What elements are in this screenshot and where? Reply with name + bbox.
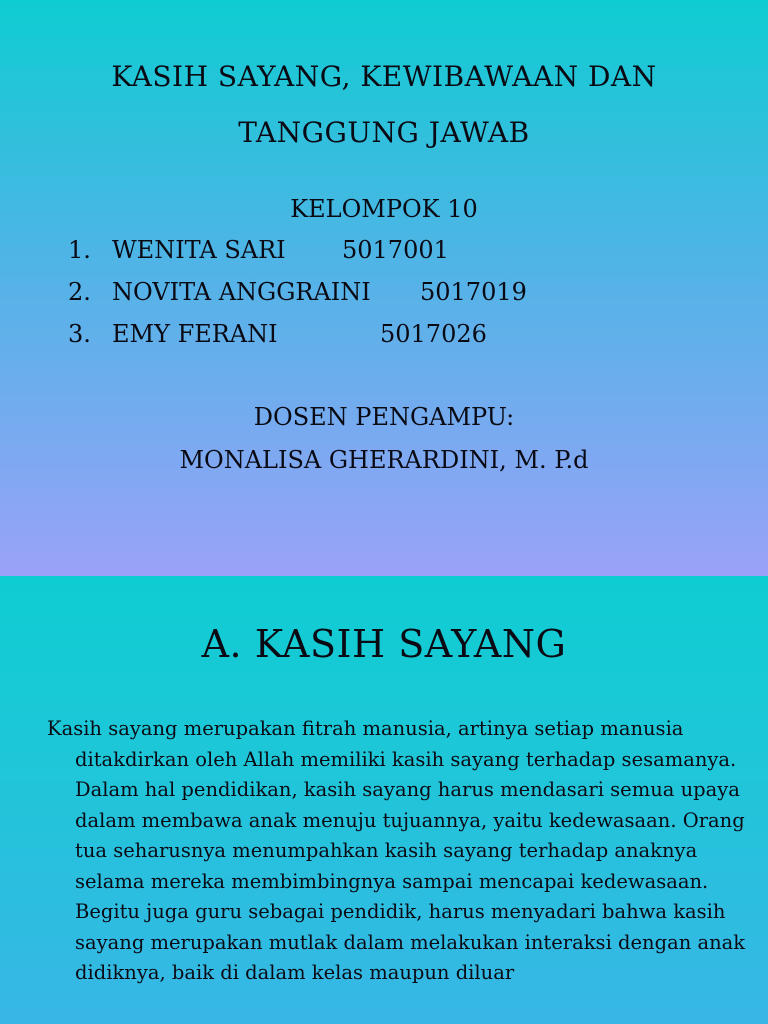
group-heading: KELOMPOK 10 xyxy=(290,195,478,223)
member-item xyxy=(68,278,527,306)
member-name: WENITA SARI xyxy=(112,236,286,264)
lecturer-heading: DOSEN PENGAMPU: xyxy=(253,403,515,431)
member-nim: 5017026 xyxy=(380,320,487,348)
section-heading: A. KASIH SAYANG xyxy=(201,622,567,666)
slide-title-line-2: TANGGUNG JAWAB xyxy=(238,116,530,149)
lecturer-name: MONALISA GHERARDINI, M. P.d xyxy=(179,446,589,474)
member-item xyxy=(68,236,449,264)
member-name: EMY FERANI xyxy=(112,320,278,348)
section-paragraph: Kasih sayang merupakan fitrah manusia, artinya setiap manusia ditakdirkan oleh Allah memiliki kasih sayang terhadap sesamanya. Dalam hal pendidikan, kasih sayang harus mendasari semua upaya dalam membawa anak menuju tujuannya, yaitu kedewasaan. Orang tua seharusnya menumpahkan kasih sayang terhadap anaknya selama mereka membimbingnya sampai mencapai kedewasaan. Begitu juga guru sebagai pendidik, harus menyadari bahwa kasih sayang merupakan mutlak dalam melakukan interaksi dengan anak didiknya, baik di dalam kelas maupun diluar xyxy=(47,717,746,984)
member-nim: 5017019 xyxy=(420,278,527,306)
member-item xyxy=(68,320,487,348)
member-number: 2. xyxy=(68,278,91,306)
member-number: 3. xyxy=(68,320,91,348)
member-name: NOVITA ANGGRAINI xyxy=(112,278,371,306)
content-slide xyxy=(0,576,768,1024)
member-number: 1. xyxy=(68,236,91,264)
slide-title-line-1: KASIH SAYANG, KEWIBAWAAN DAN xyxy=(111,60,657,93)
member-nim: 5017001 xyxy=(342,236,449,264)
